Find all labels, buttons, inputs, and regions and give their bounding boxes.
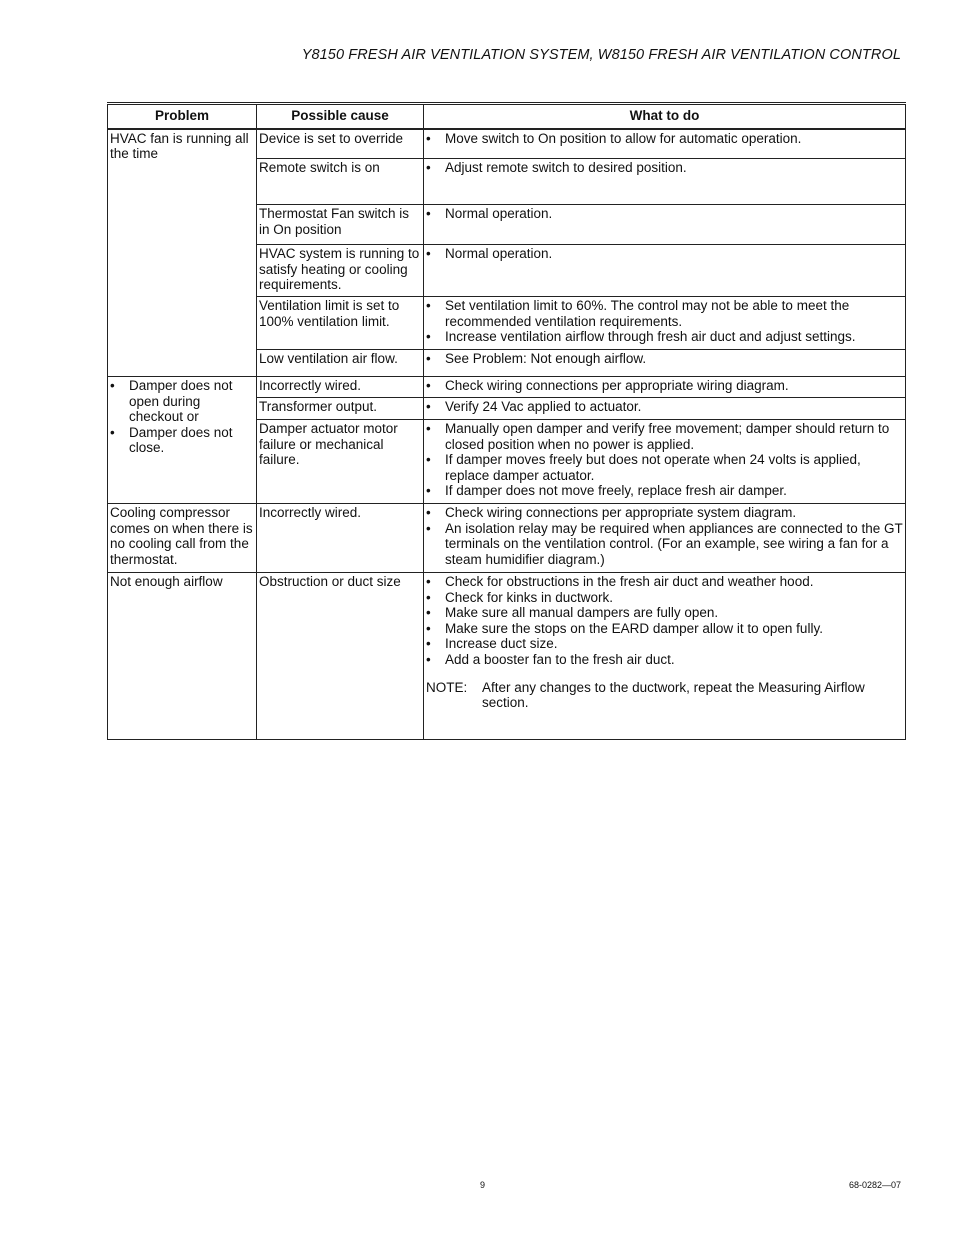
cause-cell: Ventilation limit is set to 100% ventilation limit. xyxy=(257,297,424,350)
cause-cell: Obstruction or duct size xyxy=(257,573,424,740)
action-cell xyxy=(424,504,906,573)
cause-cell: Thermostat Fan switch is in On position xyxy=(257,205,424,245)
action-cell xyxy=(424,377,906,398)
action-item: • Increase ventilation airflow through fresh air duct and adjust settings. xyxy=(426,329,903,345)
action-cell xyxy=(424,245,906,297)
action-item: • If damper does not move freely, replace fresh air damper. xyxy=(426,483,903,499)
column-header-problem: Problem xyxy=(108,104,257,129)
action-item: • If damper moves freely but does not operate when 24 volts is applied, replace damper actuator. xyxy=(426,452,903,483)
table-row xyxy=(108,129,906,159)
action-cell xyxy=(424,159,906,205)
action-item: • Verify 24 Vac applied to actuator. xyxy=(426,399,903,415)
cause-cell: HVAC system is running to satisfy heating or cooling requirements. xyxy=(257,245,424,297)
note-text: After any changes to the ductwork, repeat the Measuring Airflow section. xyxy=(482,679,865,711)
cause-cell: Transformer output. xyxy=(257,398,424,420)
note-block xyxy=(426,680,903,711)
action-cell xyxy=(424,573,906,740)
action-cell xyxy=(424,398,906,420)
cause-cell: Incorrectly wired. xyxy=(257,377,424,398)
action-item: • Check for kinks in ductwork. xyxy=(426,590,903,606)
action-item: • Adjust remote switch to desired position. xyxy=(426,160,903,176)
action-item: • Normal operation. xyxy=(426,206,903,222)
problem-item: • Damper does not open during checkout or xyxy=(110,378,254,425)
action-cell xyxy=(424,205,906,245)
action-cell xyxy=(424,350,906,377)
action-item: • Add a booster fan to the fresh air duct. xyxy=(426,652,903,668)
table-row xyxy=(108,504,906,573)
cause-cell: Incorrectly wired. xyxy=(257,504,424,573)
action-item: • An isolation relay may be required when appliances are connected to the GT terminals on the ventilation control. (For an example, see wiring a fan for a steam humidifier diagram.) xyxy=(426,521,903,568)
action-item: • Make sure the stops on the EARD damper allow it to open fully. xyxy=(426,621,903,637)
action-cell xyxy=(424,129,906,159)
action-item: • Move switch to On position to allow for automatic operation. xyxy=(426,131,903,147)
cause-cell: Remote switch is on xyxy=(257,159,424,205)
action-item: • Increase duct size. xyxy=(426,636,903,652)
action-item: • Set ventilation limit to 60%. The control may not be able to meet the recommended ventilation requirements. xyxy=(426,298,903,329)
problem-cell xyxy=(108,377,257,504)
action-item: • Normal operation. xyxy=(426,246,903,262)
problem-item: • Damper does not close. xyxy=(110,425,254,456)
document-code: 68-0282—07 xyxy=(848,1180,901,1190)
cause-cell: Damper actuator motor failure or mechanical failure. xyxy=(257,420,424,504)
page-header-title: Y8150 FRESH AIR VENTILATION SYSTEM, W8150 FRESH AIR VENTILATION CONTROL xyxy=(301,47,901,63)
action-item: • Check wiring connections per appropriate system diagram. xyxy=(426,505,903,521)
action-cell xyxy=(424,297,906,350)
table-row xyxy=(108,573,906,740)
cause-cell: Low ventilation air flow. xyxy=(257,350,424,377)
action-cell xyxy=(424,420,906,504)
problem-cell: HVAC fan is running all the time xyxy=(108,129,257,377)
cause-cell: Device is set to override xyxy=(257,129,424,159)
action-item: • See Problem: Not enough airflow. xyxy=(426,351,903,367)
table-row xyxy=(108,377,906,398)
action-item: • Make sure all manual dampers are fully open. xyxy=(426,605,903,621)
column-header-action: What to do xyxy=(424,104,906,129)
action-item: • Check wiring connections per appropriate wiring diagram. xyxy=(426,378,903,394)
table-header-row xyxy=(108,104,906,129)
troubleshooting-table xyxy=(107,102,906,740)
note-label: NOTE: xyxy=(426,679,468,695)
problem-cell: Not enough airflow xyxy=(108,573,257,740)
problem-cell: Cooling compressor comes on when there is no cooling call from the thermostat. xyxy=(108,504,257,573)
action-item: • Manually open damper and verify free movement; damper should return to closed position when no power is applied. xyxy=(426,421,903,452)
action-item: • Check for obstructions in the fresh air duct and weather hood. xyxy=(426,574,903,590)
column-header-cause: Possible cause xyxy=(257,104,424,129)
page-number: 9 xyxy=(480,1180,486,1190)
